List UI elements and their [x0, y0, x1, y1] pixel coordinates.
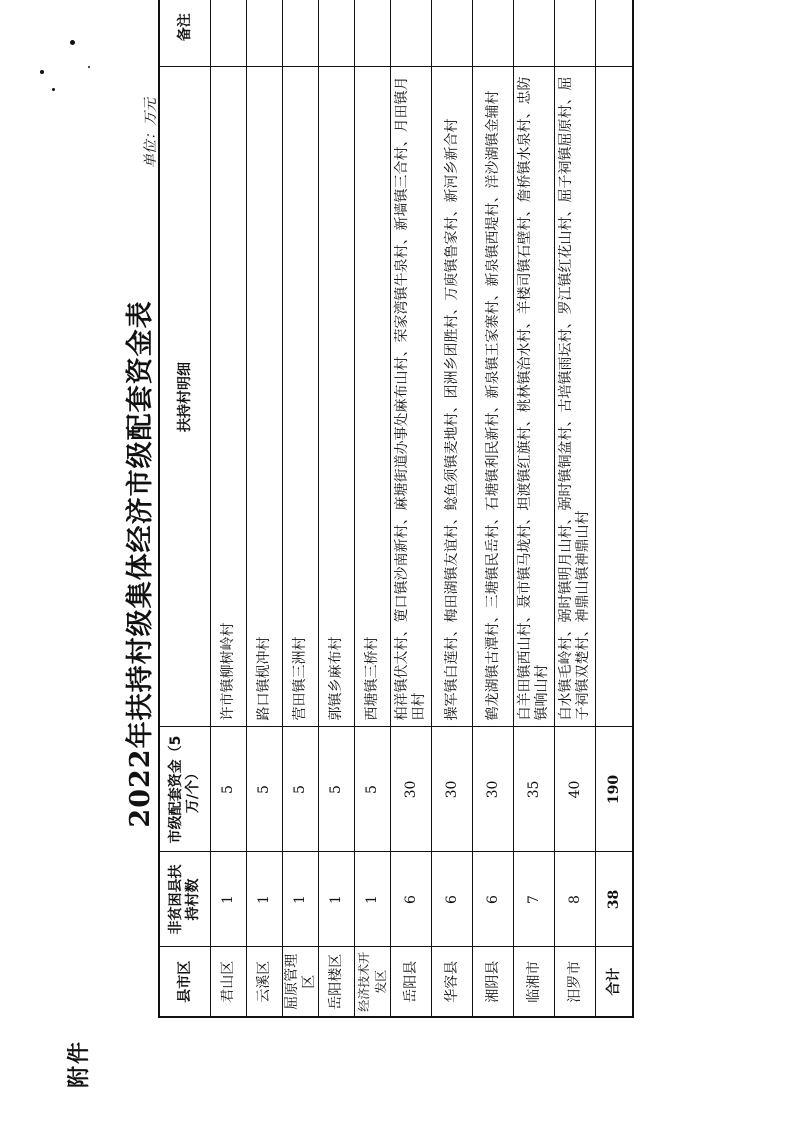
cell-county: 君山区: [211, 947, 247, 1017]
cell-funds: 30: [473, 727, 514, 852]
cell-remarks: [283, 0, 319, 67]
cell-villages: 6: [432, 852, 473, 947]
table-row: [355, 0, 391, 1017]
header-county: 县市区: [159, 947, 211, 1017]
cell-remarks: [319, 0, 355, 67]
cell-details: 西塘镇三桥村: [355, 67, 391, 727]
cell-remarks: [555, 0, 596, 67]
table-row: [473, 0, 514, 1017]
cell-villages: 1: [247, 852, 283, 947]
cell-details: 鹤龙湖镇古潭村、三塘镇民岳村、石塘镇利民新村、新泉镇王家寨村、新泉镇西堤村、洋沙湖镇金辅村: [473, 67, 514, 727]
cell-county: 华容县: [432, 947, 473, 1017]
table-row: [247, 0, 283, 1017]
cell-villages: 38: [596, 852, 634, 947]
cell-villages: 6: [473, 852, 514, 947]
table-row: [555, 0, 596, 1017]
cell-details: [596, 67, 634, 727]
header-funds: 市级配套资金（5万/个）: [159, 727, 211, 852]
page-title: 2022年扶持村级集体经济市级配套资金表: [125, 300, 156, 828]
cell-funds: 5: [283, 727, 319, 852]
cell-details: 路口镇枧冲村: [247, 67, 283, 727]
cell-funds: 5: [355, 727, 391, 852]
cell-funds: 5: [247, 727, 283, 852]
funding-table: [158, 0, 634, 1018]
cell-details: 营田镇三洲村: [283, 67, 319, 727]
cell-remarks: [473, 0, 514, 67]
cell-county: 经济技术开发区: [355, 947, 391, 1017]
header-remarks: 备注: [159, 0, 211, 67]
cell-details: 郭镇乡麻布村: [319, 67, 355, 727]
attachment-label: 附件: [67, 1039, 92, 1088]
header-details: 扶持村明细: [159, 67, 211, 727]
header-row: [159, 0, 211, 1017]
cell-villages: 1: [283, 852, 319, 947]
cell-funds: 5: [319, 727, 355, 852]
cell-county: 临湘市: [514, 947, 555, 1017]
cell-details: 白羊田镇西山村、聂市镇马垅村、坦渡镇红旗村、桃林镇治水村、羊楼司镇石壁村、詹桥镇水泉村、忠防镇响山村: [514, 67, 555, 727]
table-row: [432, 0, 473, 1017]
cell-remarks: [211, 0, 247, 67]
cell-county: 岳阳县: [391, 947, 432, 1017]
table-row: [211, 0, 247, 1017]
cell-funds: 35: [514, 727, 555, 852]
cell-details: 操军镇白莲村、梅田湖镇友谊村、鲶鱼须镇麦地村、团洲乡团胜村、万庾镇鲁家村、新河乡新合村: [432, 67, 473, 727]
table-row: [514, 0, 555, 1017]
cell-county: 岳阳楼区: [319, 947, 355, 1017]
cell-funds: 5: [211, 727, 247, 852]
cell-county: 屈原管理区: [283, 947, 319, 1017]
cell-details: 许市镇柳树岭村: [211, 67, 247, 727]
cell-funds: 190: [596, 727, 634, 852]
unit-label: 单位：万元: [143, 98, 159, 168]
cell-villages: 7: [514, 852, 555, 947]
cell-details: 白水镇毛岭村、弼时镇明月山村、弼时镇铜盆村、古培镇雨坛村、罗江镇红花山村、屈子祠镇屈原村、屈子祠镇双楚村、神鼎山镇神鼎山村: [555, 67, 596, 727]
table-row: [319, 0, 355, 1017]
cell-funds: 40: [555, 727, 596, 852]
cell-funds: 30: [391, 727, 432, 852]
cell-remarks: [355, 0, 391, 67]
cell-county: 汨罗市: [555, 947, 596, 1017]
cell-funds: 30: [432, 727, 473, 852]
cell-remarks: [247, 0, 283, 67]
cell-remarks: [514, 0, 555, 67]
cell-villages: 8: [555, 852, 596, 947]
cell-villages: 1: [211, 852, 247, 947]
cell-county: 云溪区: [247, 947, 283, 1017]
cell-remarks: [596, 0, 634, 67]
cell-county: 湘阴县: [473, 947, 514, 1017]
cell-villages: 1: [319, 852, 355, 947]
header-villages: 非贫困县扶持村数: [159, 852, 211, 947]
table-row: [283, 0, 319, 1017]
table-row: [391, 0, 432, 1017]
cell-county: 合计: [596, 947, 634, 1017]
cell-remarks: [432, 0, 473, 67]
cell-villages: 6: [391, 852, 432, 947]
cell-remarks: [391, 0, 432, 67]
cell-villages: 1: [355, 852, 391, 947]
total-row: [596, 0, 634, 1017]
cell-details: 柏祥镇伏太村、筻口镇沙南新村、麻塘街道办事处麻布山村、荣家湾镇牛泉村、新墙镇三合村、月田镇月田村: [391, 67, 432, 727]
